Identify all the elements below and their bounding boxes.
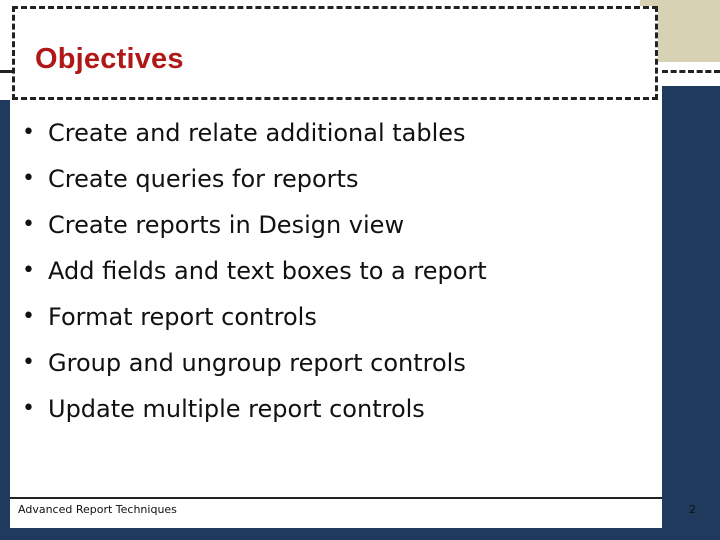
list-item-text: Update multiple report controls [48, 395, 425, 423]
page-number: 2 [689, 503, 696, 516]
title-box [12, 6, 658, 100]
list-item-text: Create reports in Design view [48, 211, 405, 239]
list-item-text: Group and ungroup report controls [48, 349, 466, 377]
bullet-icon: • [22, 350, 35, 375]
list-item [22, 340, 487, 386]
list-item-text: Format report controls [48, 303, 317, 331]
list-item [22, 386, 487, 432]
list-item-text: Create and relate additional tables [48, 119, 466, 147]
bullet-icon: • [22, 120, 35, 145]
bullet-icon: • [22, 212, 35, 237]
dashed-connector-right [662, 70, 720, 73]
list-item [22, 248, 487, 294]
list-item [22, 202, 487, 248]
list-item-text: Create queries for reports [48, 165, 359, 193]
bullet-icon: • [22, 166, 35, 191]
list-item [22, 156, 487, 202]
frame-left [0, 100, 10, 540]
bullet-icon: • [22, 304, 35, 329]
bullet-icon: • [22, 396, 35, 421]
dashed-connector-left [0, 70, 12, 73]
frame-bottom [0, 528, 720, 540]
bullet-icon: • [22, 258, 35, 283]
slide-title: Objectives [35, 43, 184, 75]
frame-right [662, 86, 720, 540]
footer-divider [10, 497, 662, 499]
objectives-list [22, 110, 487, 432]
footer-text: Advanced Report Techniques [18, 503, 177, 516]
list-item [22, 110, 487, 156]
list-item-text: Add fields and text boxes to a report [48, 257, 487, 285]
list-item [22, 294, 487, 340]
